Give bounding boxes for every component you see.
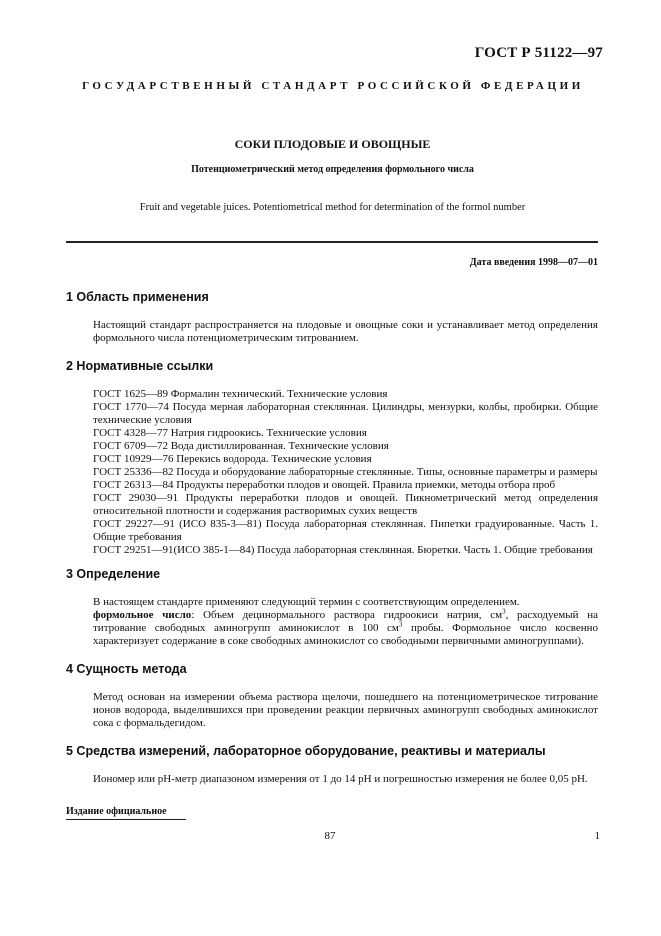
reference-item: ГОСТ 29227—91 (ИСО 835-3—81) Посуда лабораторная стеклянная. Пипетки градуированные. Часть 1. Общие требования [93, 518, 598, 543]
reference-item: ГОСТ 25336—82 Посуда и оборудование лабораторные стеклянные. Типы, основные параметры и размеры [93, 466, 598, 478]
section-heading: 1 Область применения [66, 290, 209, 304]
reference-item: ГОСТ 10929—76 Перекись водорода. Технические условия [93, 453, 372, 465]
section-text: Метод основан на измерении объема раствора щелочи, пошедшего на потенциометрическое титрование ионов водорода, выделившихся при проведении реакции первичных аминогрупп свободных аминокислот сока с формальдегидом. [93, 691, 598, 729]
section-references [66, 357, 598, 557]
section-heading: 2 Нормативные ссылки [66, 359, 214, 373]
section-heading: 3 Определение [66, 567, 161, 581]
definition-intro: В настоящем стандарте применяют следующий термин с соответствующим определением. [93, 596, 520, 608]
reference-item: ГОСТ 6709—72 Вода дистиллированная. Технические условия [93, 440, 389, 452]
section-heading: 5 Средства измерений, лабораторное оборудование, реактивы и материалы [66, 744, 546, 758]
document-subtitle: Потенциометрический метод определения формольного числа [191, 164, 474, 175]
section-scope [66, 288, 598, 345]
page-number: 87 [324, 830, 336, 842]
reference-item: ГОСТ 4328—77 Натрия гидроокись. Технические условия [93, 427, 367, 439]
sheet-number: 1 [594, 830, 600, 842]
document-body [66, 288, 598, 794]
section-text: Иономер или рН-метр диапазоном измерения от 1 до 14 pH и погрешностью измерения не более 0,05 pH. [93, 773, 588, 785]
document-title: СОКИ ПЛОДОВЫЕ И ОВОЩНЫЕ [234, 137, 431, 151]
defined-term: формольное число [93, 609, 192, 621]
introduction-date: Дата введения 1998—07—01 [469, 257, 598, 268]
section-equipment [66, 742, 598, 786]
official-edition-note: Издание официальное [66, 806, 167, 817]
state-standard-banner: ГОСУДАРСТВЕННЫЙ СТАНДАРТ РОССИЙСКОЙ ФЕДЕРАЦИИ [82, 80, 584, 92]
reference-item: ГОСТ 29251—91(ИСО 385-1—84) Посуда лабораторная стеклянная. Бюретки. Часть 1. Общие требования [93, 544, 593, 556]
reference-item: ГОСТ 1625—89 Формалин технический. Технические условия [93, 388, 388, 400]
english-title: Fruit and vegetable juices. Potentiometrical method for determination of the formol number [139, 202, 526, 213]
document-code: ГОСТ Р 51122—97 [474, 45, 603, 61]
section-text: Настоящий стандарт распространяется на плодовые и овощные соки и устанавливает метод определения формольного числа потенциометрическим титрованием. [93, 319, 598, 344]
reference-item: ГОСТ 29030—91 Продукты переработки плодов и овощей. Пикнометрический метод определения относительной плотности и содержания растворимых сухих веществ [93, 492, 598, 517]
reference-item: ГОСТ 1770—74 Посуда мерная лабораторная стеклянная. Цилиндры, мензурки, колбы, пробирки. Общие технические условия [93, 401, 598, 426]
section-method-essence [66, 660, 598, 730]
title-divider [66, 241, 598, 243]
footer-divider [66, 819, 186, 820]
definition-text: формольное число: Объем децинормального раствора гидроокиси натрия, $см^3$, расходуемый на титрование свободных аминогрупп аминокислот в 100 $см^3$ пробы. Формольное число косвенно характеризует содержание в соке свободных аминокислот со свободными первичными аминогруппами). [93, 607, 598, 647]
reference-item: ГОСТ 26313—84 Продукты переработки плодов и овощей. Правила приемки, методы отбора проб [93, 479, 556, 491]
section-heading: 4 Сущность метода [66, 662, 187, 676]
section-definition [66, 565, 598, 648]
